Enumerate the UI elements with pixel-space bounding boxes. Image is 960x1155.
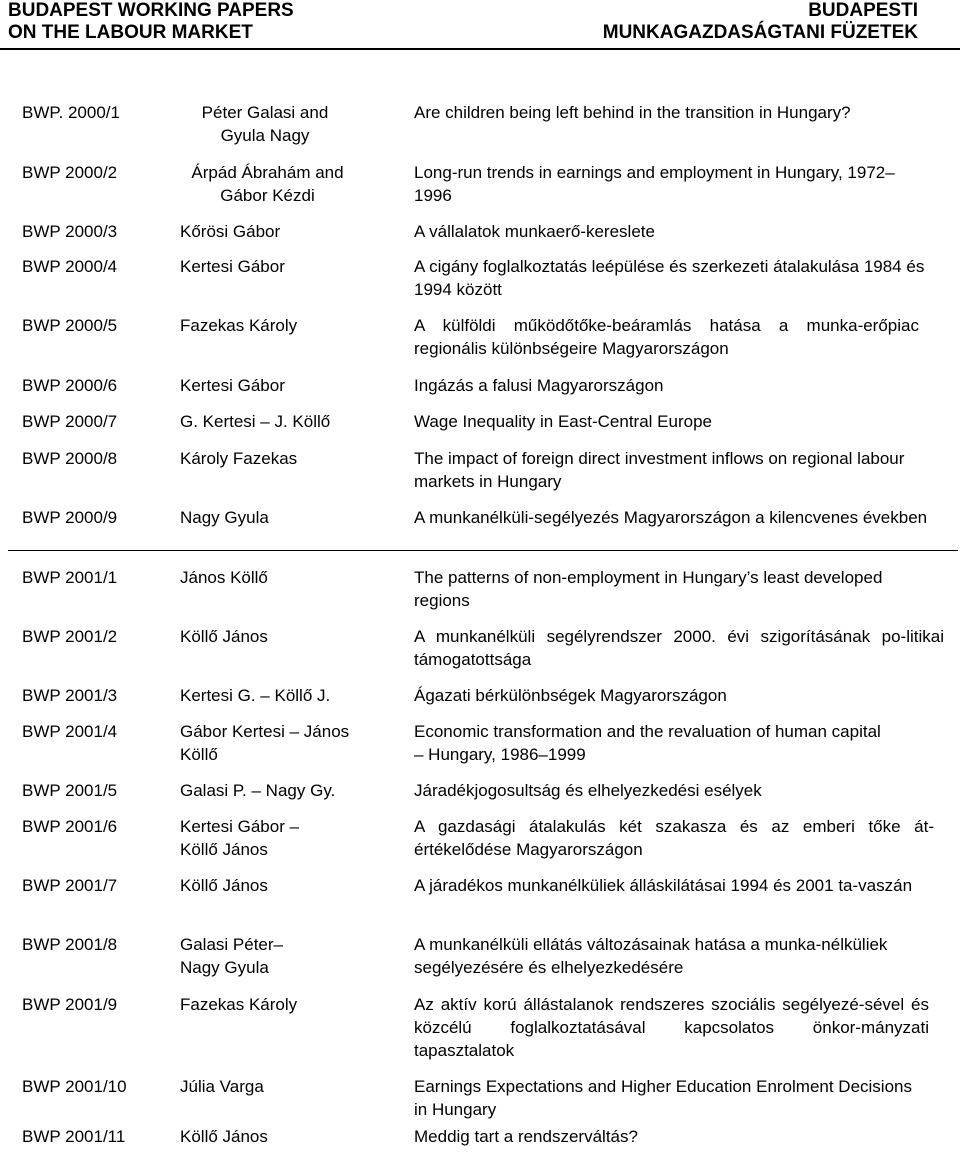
series-title-hungarian-line1: BUDAPESTI <box>808 0 918 21</box>
paper-author: Nagy Gyula <box>180 508 269 527</box>
paper-id: BWP 2001/9 <box>22 995 118 1014</box>
series-title-hungarian <box>603 0 918 44</box>
paper-id: BWP 2000/7 <box>22 412 118 431</box>
paper-author: Köllő János <box>180 627 268 646</box>
paper-author: Galasi P. – Nagy Gy. <box>180 781 336 800</box>
paper-id: BWP 2000/2 <box>22 163 118 182</box>
paper-id: BWP 2001/5 <box>22 781 118 800</box>
paper-author: Árpád Ábrahám and Gábor Kézdi <box>191 163 344 205</box>
series-title-english-line1: BUDAPEST WORKING PAPERS <box>8 0 294 21</box>
paper-title: Wage Inequality in East-Central Europe <box>414 412 712 431</box>
paper-id: BWP 2001/6 <box>22 817 118 836</box>
paper-id: BWP 2001/7 <box>22 876 118 895</box>
paper-author: Fazekas Károly <box>180 316 298 335</box>
series-title-english-line2: ON THE LABOUR MARKET <box>8 22 253 43</box>
paper-author: Fazekas Károly <box>180 995 298 1014</box>
paper-author: G. Kertesi – J. Köllő <box>180 412 331 431</box>
paper-title: A munkanélküli segélyrendszer 2000. évi szigorításának po-litikai támogatottsága <box>414 627 944 669</box>
paper-author: Kőrösi Gábor <box>180 222 281 241</box>
paper-author: Köllő János <box>180 876 268 895</box>
paper-title: Járadékjogosultság és elhelyezkedési esélyek <box>414 781 762 800</box>
page-header <box>0 0 960 44</box>
paper-id: BWP 2000/4 <box>22 257 118 276</box>
series-title-english <box>8 0 294 44</box>
paper-title: Long-run trends in earnings and employment in Hungary, 1972–1996 <box>414 163 895 205</box>
paper-id: BWP. 2000/1 <box>22 103 120 122</box>
paper-author: Júlia Varga <box>180 1077 264 1096</box>
paper-author: Köllő János <box>180 1127 268 1146</box>
paper-id: BWP 2001/11 <box>22 1127 126 1146</box>
section-divider <box>8 550 958 551</box>
paper-author: János Köllő <box>180 568 268 587</box>
paper-id: BWP 2000/3 <box>22 222 118 241</box>
paper-title: Az aktív korú állástalanok rendszeres szociális segélyezé-sével és közcélú foglalkoztatásával kapcsolatos önkor-mányzati tapasztalatok <box>414 995 929 1060</box>
paper-id: BWP 2000/5 <box>22 316 118 335</box>
paper-author: Kertesi G. – Köllő J. <box>180 686 331 705</box>
paper-id: BWP 2001/4 <box>22 722 118 741</box>
paper-title: Ágazati bérkülönbségek Magyarországon <box>414 686 727 705</box>
paper-id: BWP 2000/6 <box>22 376 118 395</box>
paper-id: BWP 2001/8 <box>22 935 118 954</box>
paper-title: A munkanélküli ellátás változásainak hatása a munka-nélküliek segélyezésére és elhelyezkedésére <box>414 935 888 977</box>
paper-id: BWP 2000/9 <box>22 508 118 527</box>
paper-id: BWP 2000/8 <box>22 449 118 468</box>
paper-title: A külföldi működőtőke-beáramlás hatása a munka-erőpiac regionális különbségeire Magyarországon <box>414 316 919 358</box>
paper-title: A járadékos munkanélküliek álláskilátásai 1994 és 2001 ta-vaszán <box>414 876 913 895</box>
paper-author: Károly Fazekas <box>180 449 298 468</box>
paper-id: BWP 2001/10 <box>22 1077 127 1096</box>
paper-title: Ingázás a falusi Magyarországon <box>414 376 664 395</box>
paper-id: BWP 2001/3 <box>22 686 118 705</box>
paper-author: Péter Galasi and Gyula Nagy <box>201 103 329 145</box>
paper-author: Kertesi Gábor – Köllő János <box>180 817 300 859</box>
paper-title: Meddig tart a rendszerváltás? <box>414 1127 638 1146</box>
paper-author: Gábor Kertesi – János Köllő <box>180 722 350 764</box>
paper-title: Are children being left behind in the transition in Hungary? <box>414 103 851 122</box>
paper-title: A cigány foglalkoztatás leépülése és szerkezeti átalakulása 1984 és 1994 között <box>414 257 925 299</box>
paper-author: Kertesi Gábor <box>180 376 285 395</box>
paper-id: BWP 2001/2 <box>22 627 118 646</box>
paper-title: Economic transformation and the revaluation of human capital – Hungary, 1986–1999 <box>414 722 881 764</box>
paper-title: A munkanélküli-segélyezés Magyarországon a kilencvenes években <box>414 508 928 527</box>
paper-title: The impact of foreign direct investment inflows on regional labour markets in Hungary <box>414 449 905 491</box>
paper-author: Kertesi Gábor <box>180 257 285 276</box>
paper-author: Galasi Péter– Nagy Gyula <box>180 935 283 977</box>
paper-title: The patterns of non-employment in Hungary’s least developed regions <box>414 568 883 610</box>
paper-title: Earnings Expectations and Higher Education Enrolment Decisions in Hungary <box>414 1077 912 1119</box>
paper-title: A gazdasági átalakulás két szakasza és az emberi tőke át-értékelődése Magyarországon <box>414 817 934 859</box>
series-title-hungarian-line2: MUNKAGAZDASÁGTANI FÜZETEK <box>602 22 918 43</box>
paper-id: BWP 2001/1 <box>22 568 118 587</box>
paper-title: A vállalatok munkaerő-kereslete <box>414 222 655 241</box>
header-divider <box>0 48 960 50</box>
